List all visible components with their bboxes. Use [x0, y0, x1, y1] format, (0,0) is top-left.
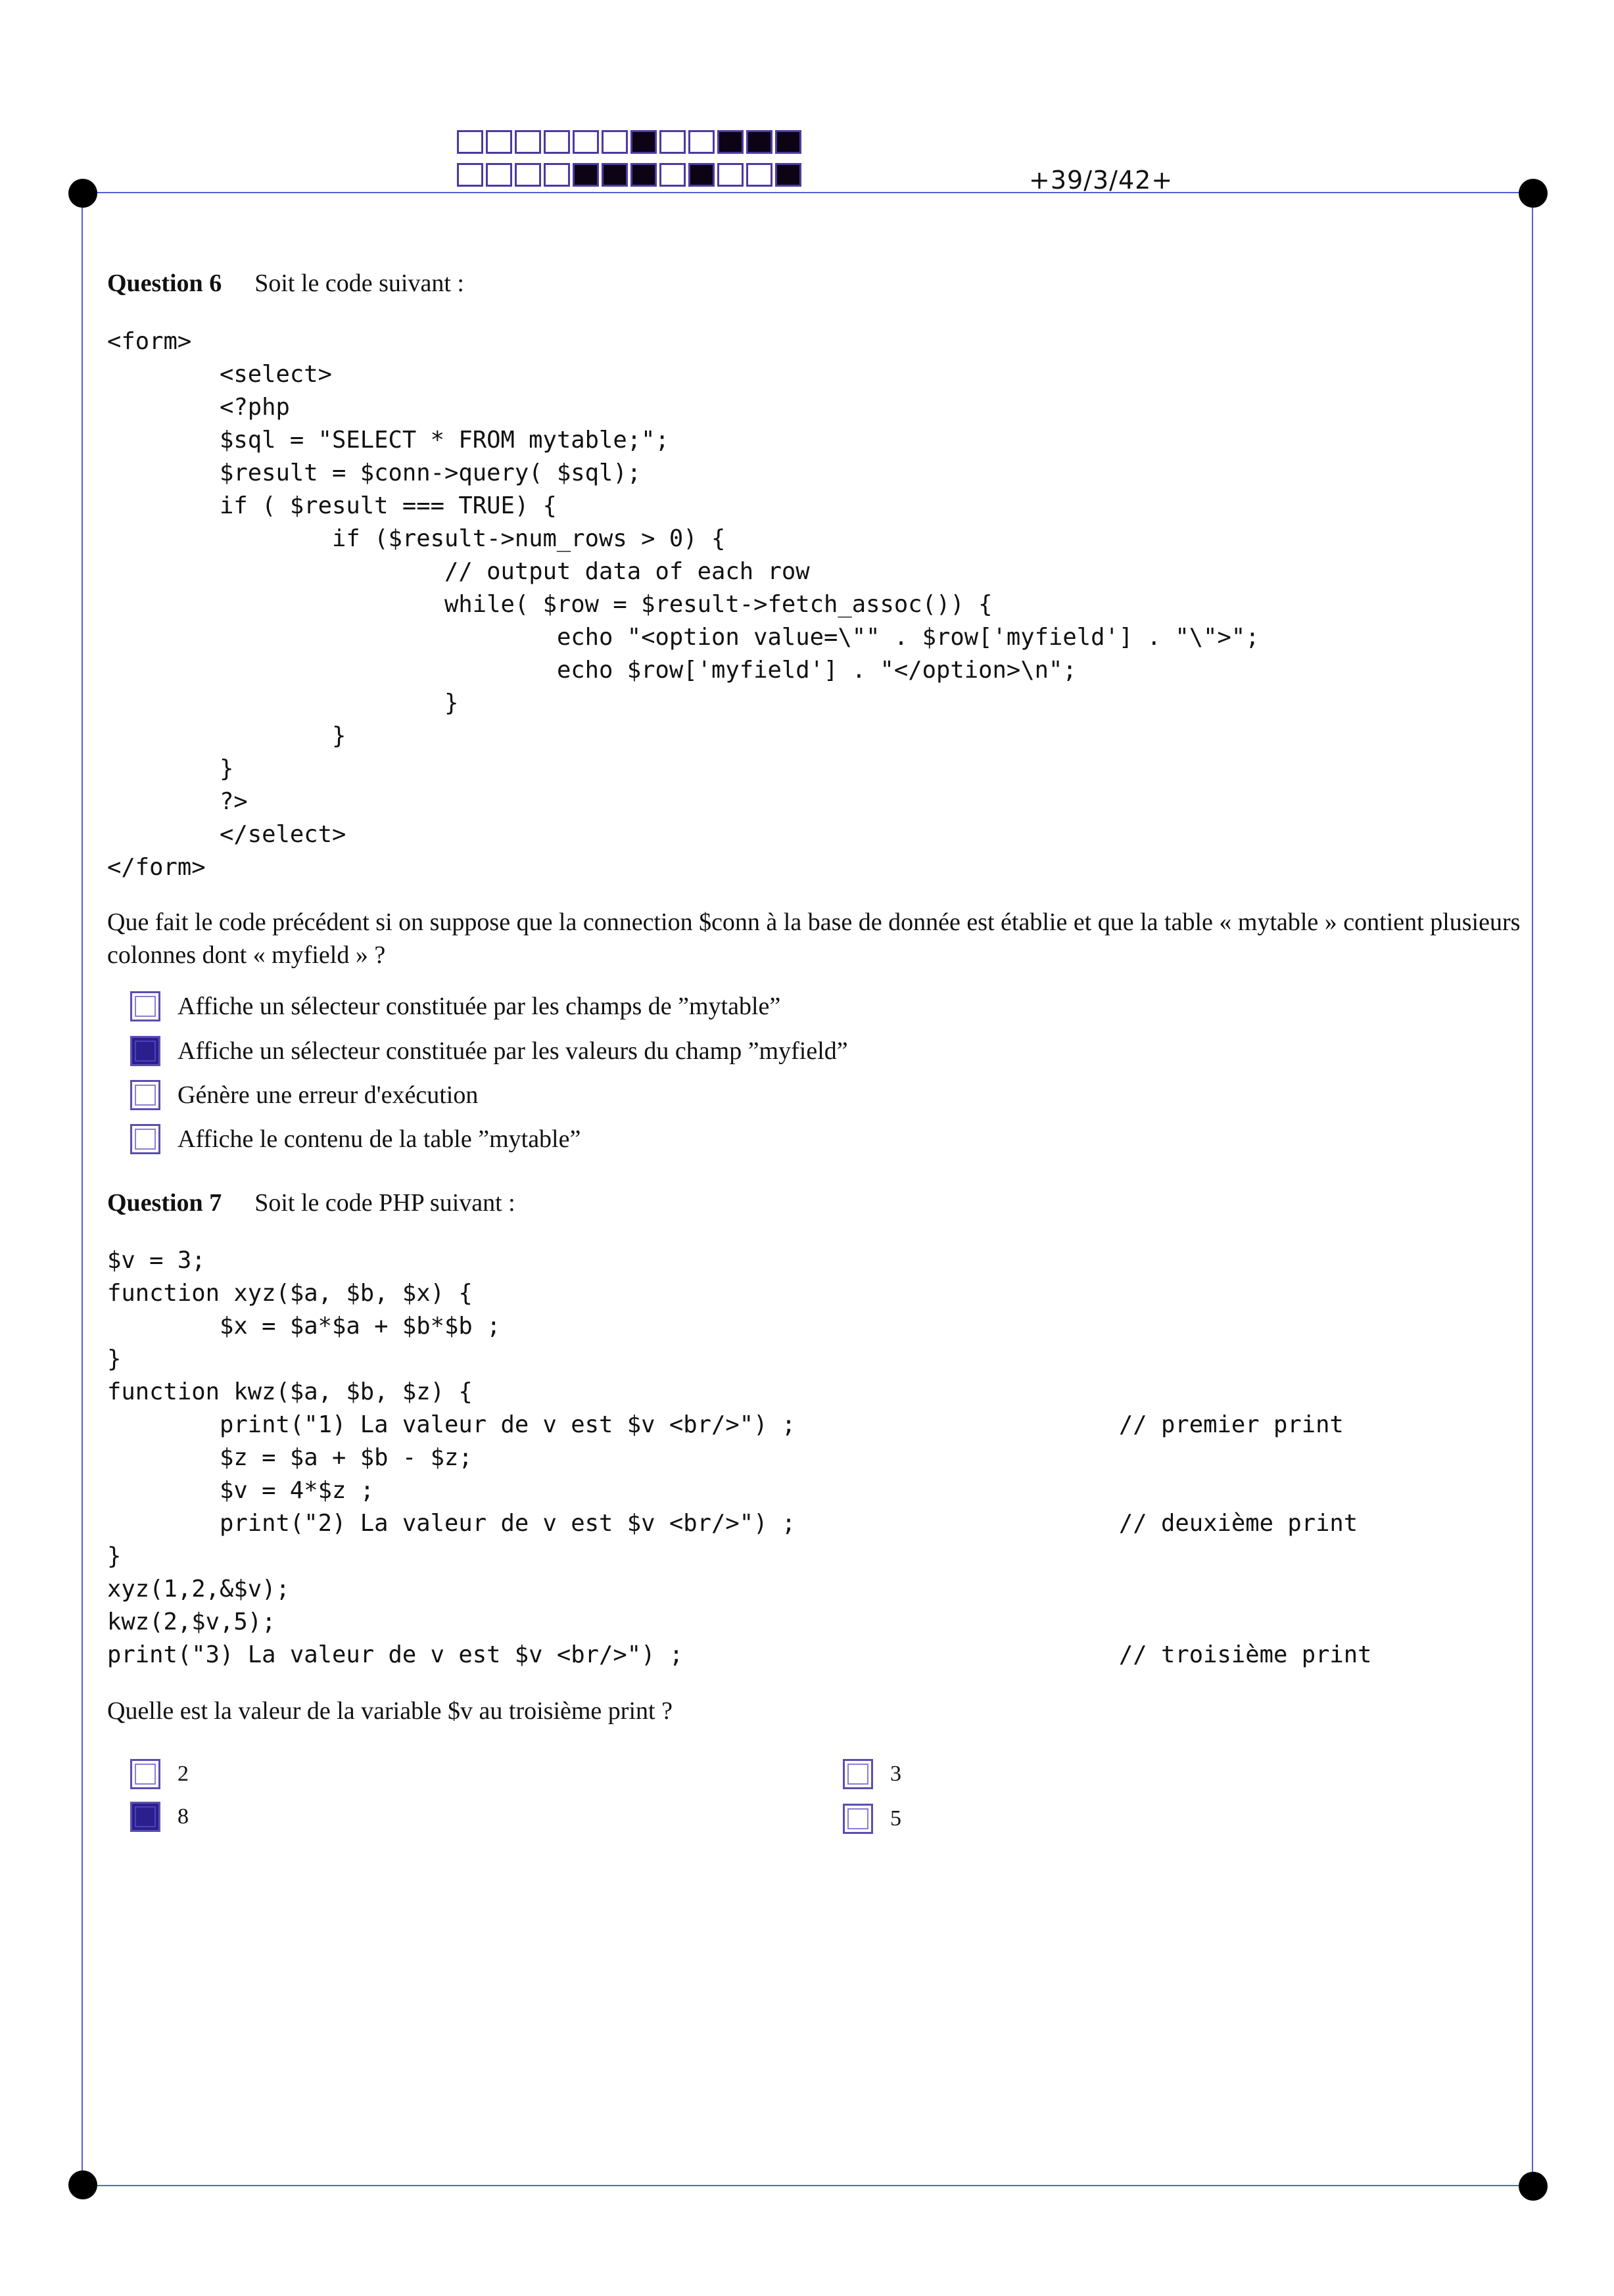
barcode-bit: [573, 163, 599, 187]
frame-bottom-line: [89, 2185, 1532, 2186]
q6-option-3-checkbox[interactable]: [130, 1080, 160, 1110]
q6-option-1-label: Affiche un sélecteur constituée par les champs de ”mytable”: [178, 993, 781, 1020]
barcode-bit: [659, 163, 686, 187]
q6-option-2-checkbox[interactable]: [130, 1036, 160, 1066]
q7-option-1-label: 2: [178, 1762, 189, 1786]
barcode-bit: [630, 130, 657, 154]
question-6-code: <form> <select> <?php $sql = "SELECT * FROM mytable;"; $result = $conn->query( $sql); if ( $result === TRUE) { if ($result->num_rows > 0) { // output data of each row while( $row = $result->fetch_assoc()) { echo "<option value=\"" . $row['myfield'] . "\">"; echo $row['myfield'] . "</option>\n"; } } } ?> </select> </form>: [107, 328, 1260, 881]
q6-option-4-checkbox[interactable]: [130, 1124, 160, 1154]
corner-marker-top-left: [68, 179, 97, 208]
q7-option-4-checkbox[interactable]: [843, 1804, 873, 1834]
question-7-label: Question 7: [107, 1189, 222, 1217]
barcode-bit: [515, 130, 541, 154]
barcode-bit: [717, 130, 744, 154]
q7-option-2-label: 3: [890, 1762, 901, 1786]
q7-option-3-label: 8: [178, 1804, 189, 1829]
barcode-bit: [775, 163, 801, 187]
question-6-text: Que fait le code précédent si on suppose que la connection $conn à la base de donnée est établie et que la table « mytable » contient plusieurs colonnes dont « myfield » ?: [107, 908, 1521, 969]
corner-marker-top-right: [1519, 179, 1548, 208]
frame-left-line: [82, 192, 83, 2185]
page-barcode-row-2: [457, 163, 804, 187]
barcode-bit: [602, 130, 628, 154]
q7-option-2[interactable]: [843, 1759, 901, 1789]
question-6-heading: [107, 269, 464, 298]
frame-right-line: [1532, 192, 1533, 2185]
question-7-code: $v = 3; function xyz($a, $b, $x) { $x = $a*$a + $b*$b ; } function kwz($a, $b, $z) { print("1) La valeur de v est $v <br/>") ; // premier print $z = $a + $b - $z; $v = 4*$z ; print("2) La valeur de v est $v <br/>") ; // deuxième print } xyz(1,2,&$v); kwz(2,$v,5); print("3) La valeur de v est $v <br/>") ; // troisième print: [107, 1247, 1372, 1668]
barcode-bit: [486, 130, 512, 154]
barcode-bit: [544, 130, 570, 154]
barcode-bit: [630, 163, 657, 187]
q7-option-1-checkbox[interactable]: [130, 1759, 160, 1789]
barcode-bit: [486, 163, 512, 187]
question-7-intro: Soit le code PHP suivant :: [254, 1189, 515, 1217]
barcode-bit: [746, 130, 772, 154]
question-6-label: Question 6: [107, 269, 222, 297]
barcode-bit: [515, 163, 541, 187]
barcode-bit: [457, 163, 483, 187]
corner-marker-bottom-left: [68, 2170, 97, 2199]
page-id: +39/3/42+: [1029, 166, 1174, 195]
q7-option-4-label: 5: [890, 1806, 901, 1831]
barcode-bit: [688, 130, 715, 154]
barcode-bit: [659, 130, 686, 154]
question-7-text: Quelle est la valeur de la variable $v au troisième print ?: [107, 1697, 673, 1725]
q7-option-3-checkbox[interactable]: [130, 1802, 160, 1832]
q6-option-4-label: Affiche le contenu de la table ”mytable”: [178, 1125, 581, 1153]
barcode-bit: [717, 163, 744, 187]
q6-option-2[interactable]: [130, 1036, 848, 1066]
barcode-bit: [746, 163, 772, 187]
q7-option-4[interactable]: [843, 1804, 901, 1834]
barcode-bit: [573, 130, 599, 154]
q7-option-2-checkbox[interactable]: [843, 1759, 873, 1789]
q6-option-1[interactable]: [130, 991, 780, 1021]
q7-option-3[interactable]: [130, 1802, 189, 1832]
question-7-heading: [107, 1188, 515, 1217]
barcode-bit: [457, 130, 483, 154]
q7-option-1[interactable]: [130, 1759, 189, 1789]
barcode-bit: [775, 130, 801, 154]
question-6-intro: Soit le code suivant :: [254, 269, 464, 297]
q6-option-2-label: Affiche un sélecteur constituée par les valeurs du champ ”myfield”: [178, 1037, 848, 1065]
barcode-bit: [688, 163, 715, 187]
q6-option-4[interactable]: [130, 1124, 581, 1154]
q6-option-3[interactable]: [130, 1080, 478, 1110]
corner-marker-bottom-right: [1519, 2172, 1548, 2201]
q6-option-1-checkbox[interactable]: [130, 991, 160, 1021]
page-barcode-row-1: [457, 130, 804, 154]
barcode-bit: [602, 163, 628, 187]
q6-option-3-label: Génère une erreur d'exécution: [178, 1081, 479, 1109]
barcode-bit: [544, 163, 570, 187]
frame-top-line: [89, 192, 1532, 193]
